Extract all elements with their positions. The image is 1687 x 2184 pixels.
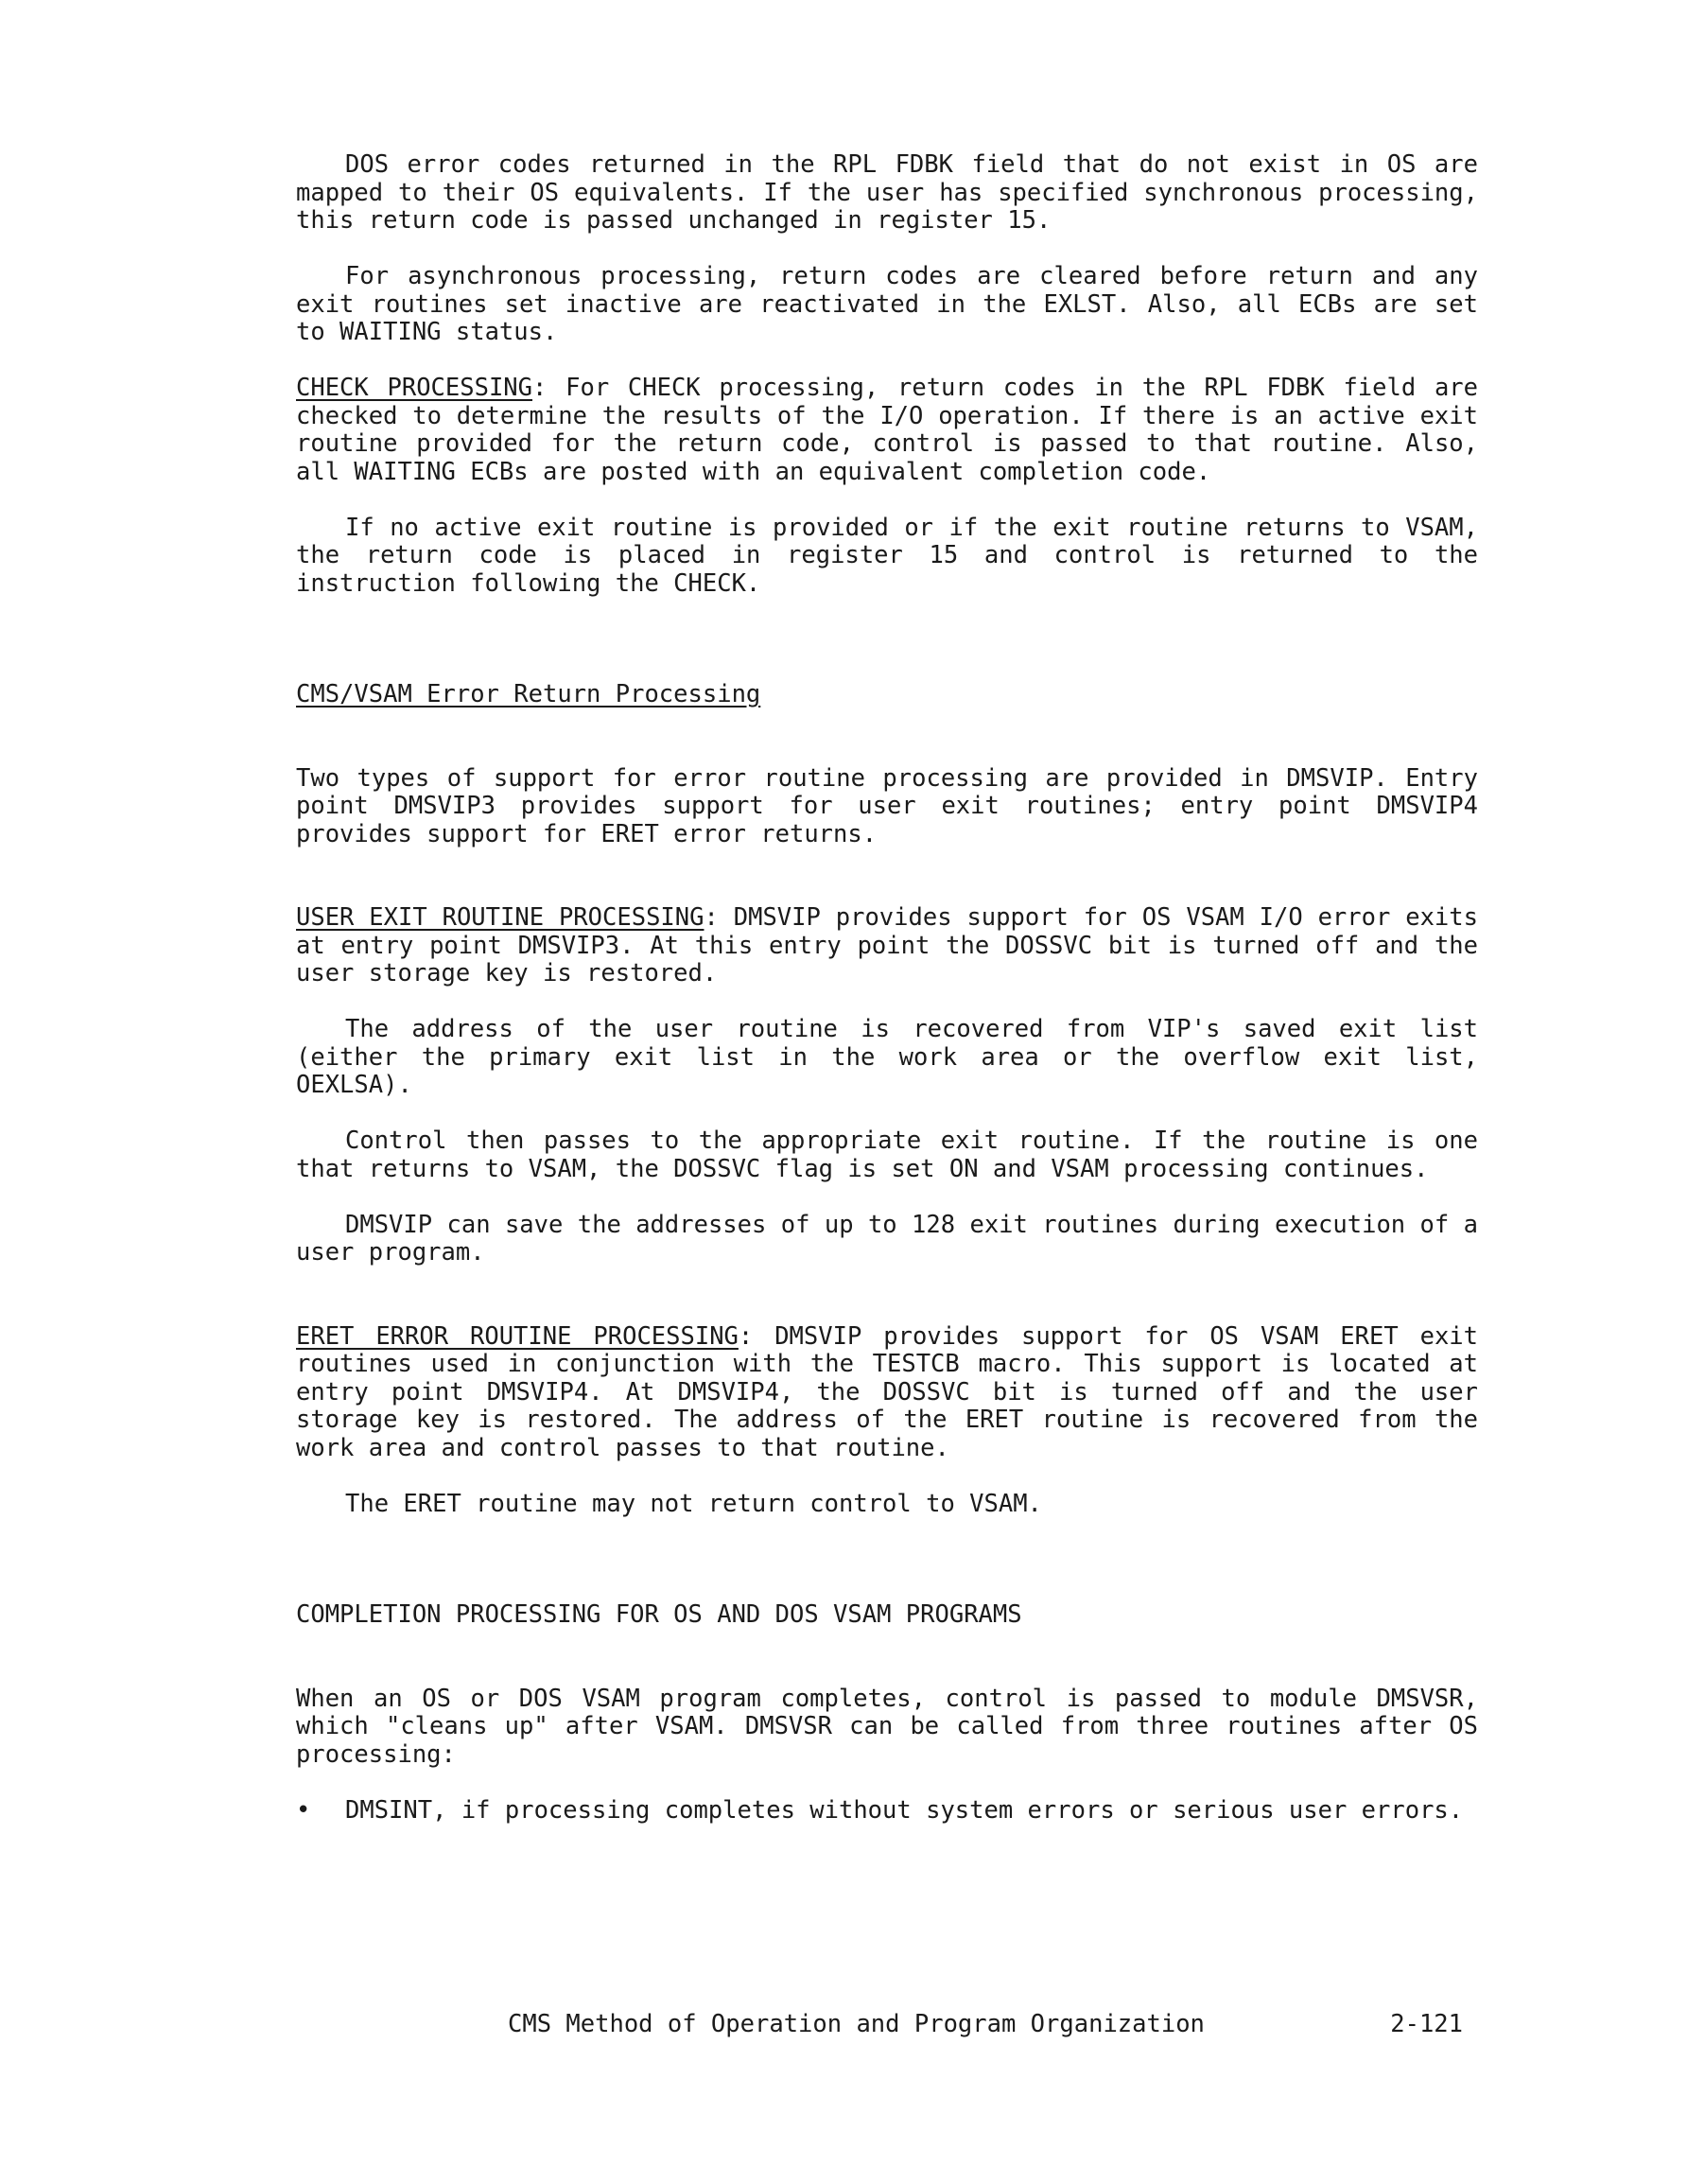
page-footer — [508, 2011, 1463, 2039]
eret-text: DMSVIP provides support for OS VSAM ERET exit routines used in conjunction with the TESTCB macro. This support is located at entry point DMSVIP4. At DMSVIP4, the DOSSVC bit is turned off and the user storage key is restored. The address of the ERET routine is recovered from the work area and control passes to that routine. — [296, 1321, 1479, 1462]
check-processing-text: For CHECK processing, return codes in the RPL FDBK field are checked to determine the results of the I/O operation. If there is an active exit routine provided for the return code, control is passed to that routine. Also, all WAITING ECBs are posted with an equivalent completion code. — [296, 374, 1478, 486]
check-processing-label: CHECK PROCESSING — [296, 374, 533, 402]
user-exit-text: DMSVIP provides support for OS VSAM I/O error exits at entry point DMSVIP3. At this entry point the DOSSVC bit is turned off and the user storage key is restored. — [296, 903, 1478, 987]
list-item — [296, 1797, 1478, 1826]
paragraph-eret-error-routine — [296, 1323, 1478, 1463]
paragraph-no-active-exit: If no active exit routine is provided or if the exit routine returns to VSAM, the return code is placed in register 15 and control is returned to the instruction following the CHECK. — [296, 513, 1478, 598]
section-heading-error-return: CMS/VSAM Error Return Processing — [296, 680, 761, 708]
check-processing-sep: : — [532, 374, 566, 402]
paragraph-control-passes: Control then passes to the appropriate exit routine. If the routine is one that returns to VSAM, the DOSSVC flag is set ON and VSAM processing continues. — [296, 1127, 1478, 1183]
routine-list — [296, 1797, 1478, 1826]
paragraph-eret-no-return: The ERET routine may not return control to VSAM. — [345, 1489, 1042, 1518]
section-heading-completion-processing: COMPLETION PROCESSING FOR OS AND DOS VSAM PROGRAMS — [296, 1600, 1022, 1629]
paragraph-dos-error-codes: DOS error codes returned in the RPL FDBK field that do not exist in OS are mapped to their OS equivalents. If the user has specified synchronous processing, this return code is passed unchanged in register 15. — [296, 150, 1478, 235]
paragraph-save-addresses: DMSVIP can save the addresses of up to 128 exit routines during execution of a user program. — [296, 1210, 1478, 1267]
paragraph-program-completes: When an OS or DOS VSAM program completes, control is passed to module DMSVSR, which "cleans up" after VSAM. DMSVSR can be called from three routines after OS processing: — [296, 1684, 1478, 1769]
paragraph-async-processing: For asynchronous processing, return codes are cleared before return and any exit routines set inactive are reactivated in the EXLST. Also, all ECBs are set to WAITING status. — [296, 262, 1478, 346]
user-exit-label: USER EXIT ROUTINE PROCESSING — [296, 903, 704, 932]
document-body — [296, 151, 1478, 1825]
eret-sep: : — [738, 1321, 775, 1351]
user-exit-sep: : — [704, 903, 734, 932]
page-number: 2-121 — [1390, 2010, 1463, 2038]
list-item-text: DMSINT, if processing completes without system errors or serious user errors. — [345, 1795, 1464, 1825]
paragraph-check-processing — [296, 375, 1478, 486]
paragraph-address-user-routine: The address of the user routine is recovered from VIP's saved exit list (either the primary exit list in the work area or the overflow exit list, OEXLSA). — [296, 1015, 1478, 1099]
eret-label: ERET ERROR ROUTINE PROCESSING — [296, 1321, 739, 1351]
paragraph-two-types-support: Two types of support for error routine processing are provided in DMSVIP. Entry point DMSVIP3 provides support for user exit routines; entry point DMSVIP4 provides support for ERET error returns. — [296, 763, 1478, 848]
paragraph-user-exit-routine — [296, 904, 1478, 988]
bullet-icon: • — [296, 1795, 311, 1825]
footer-title: CMS Method of Operation and Program Organization — [508, 2010, 1205, 2038]
